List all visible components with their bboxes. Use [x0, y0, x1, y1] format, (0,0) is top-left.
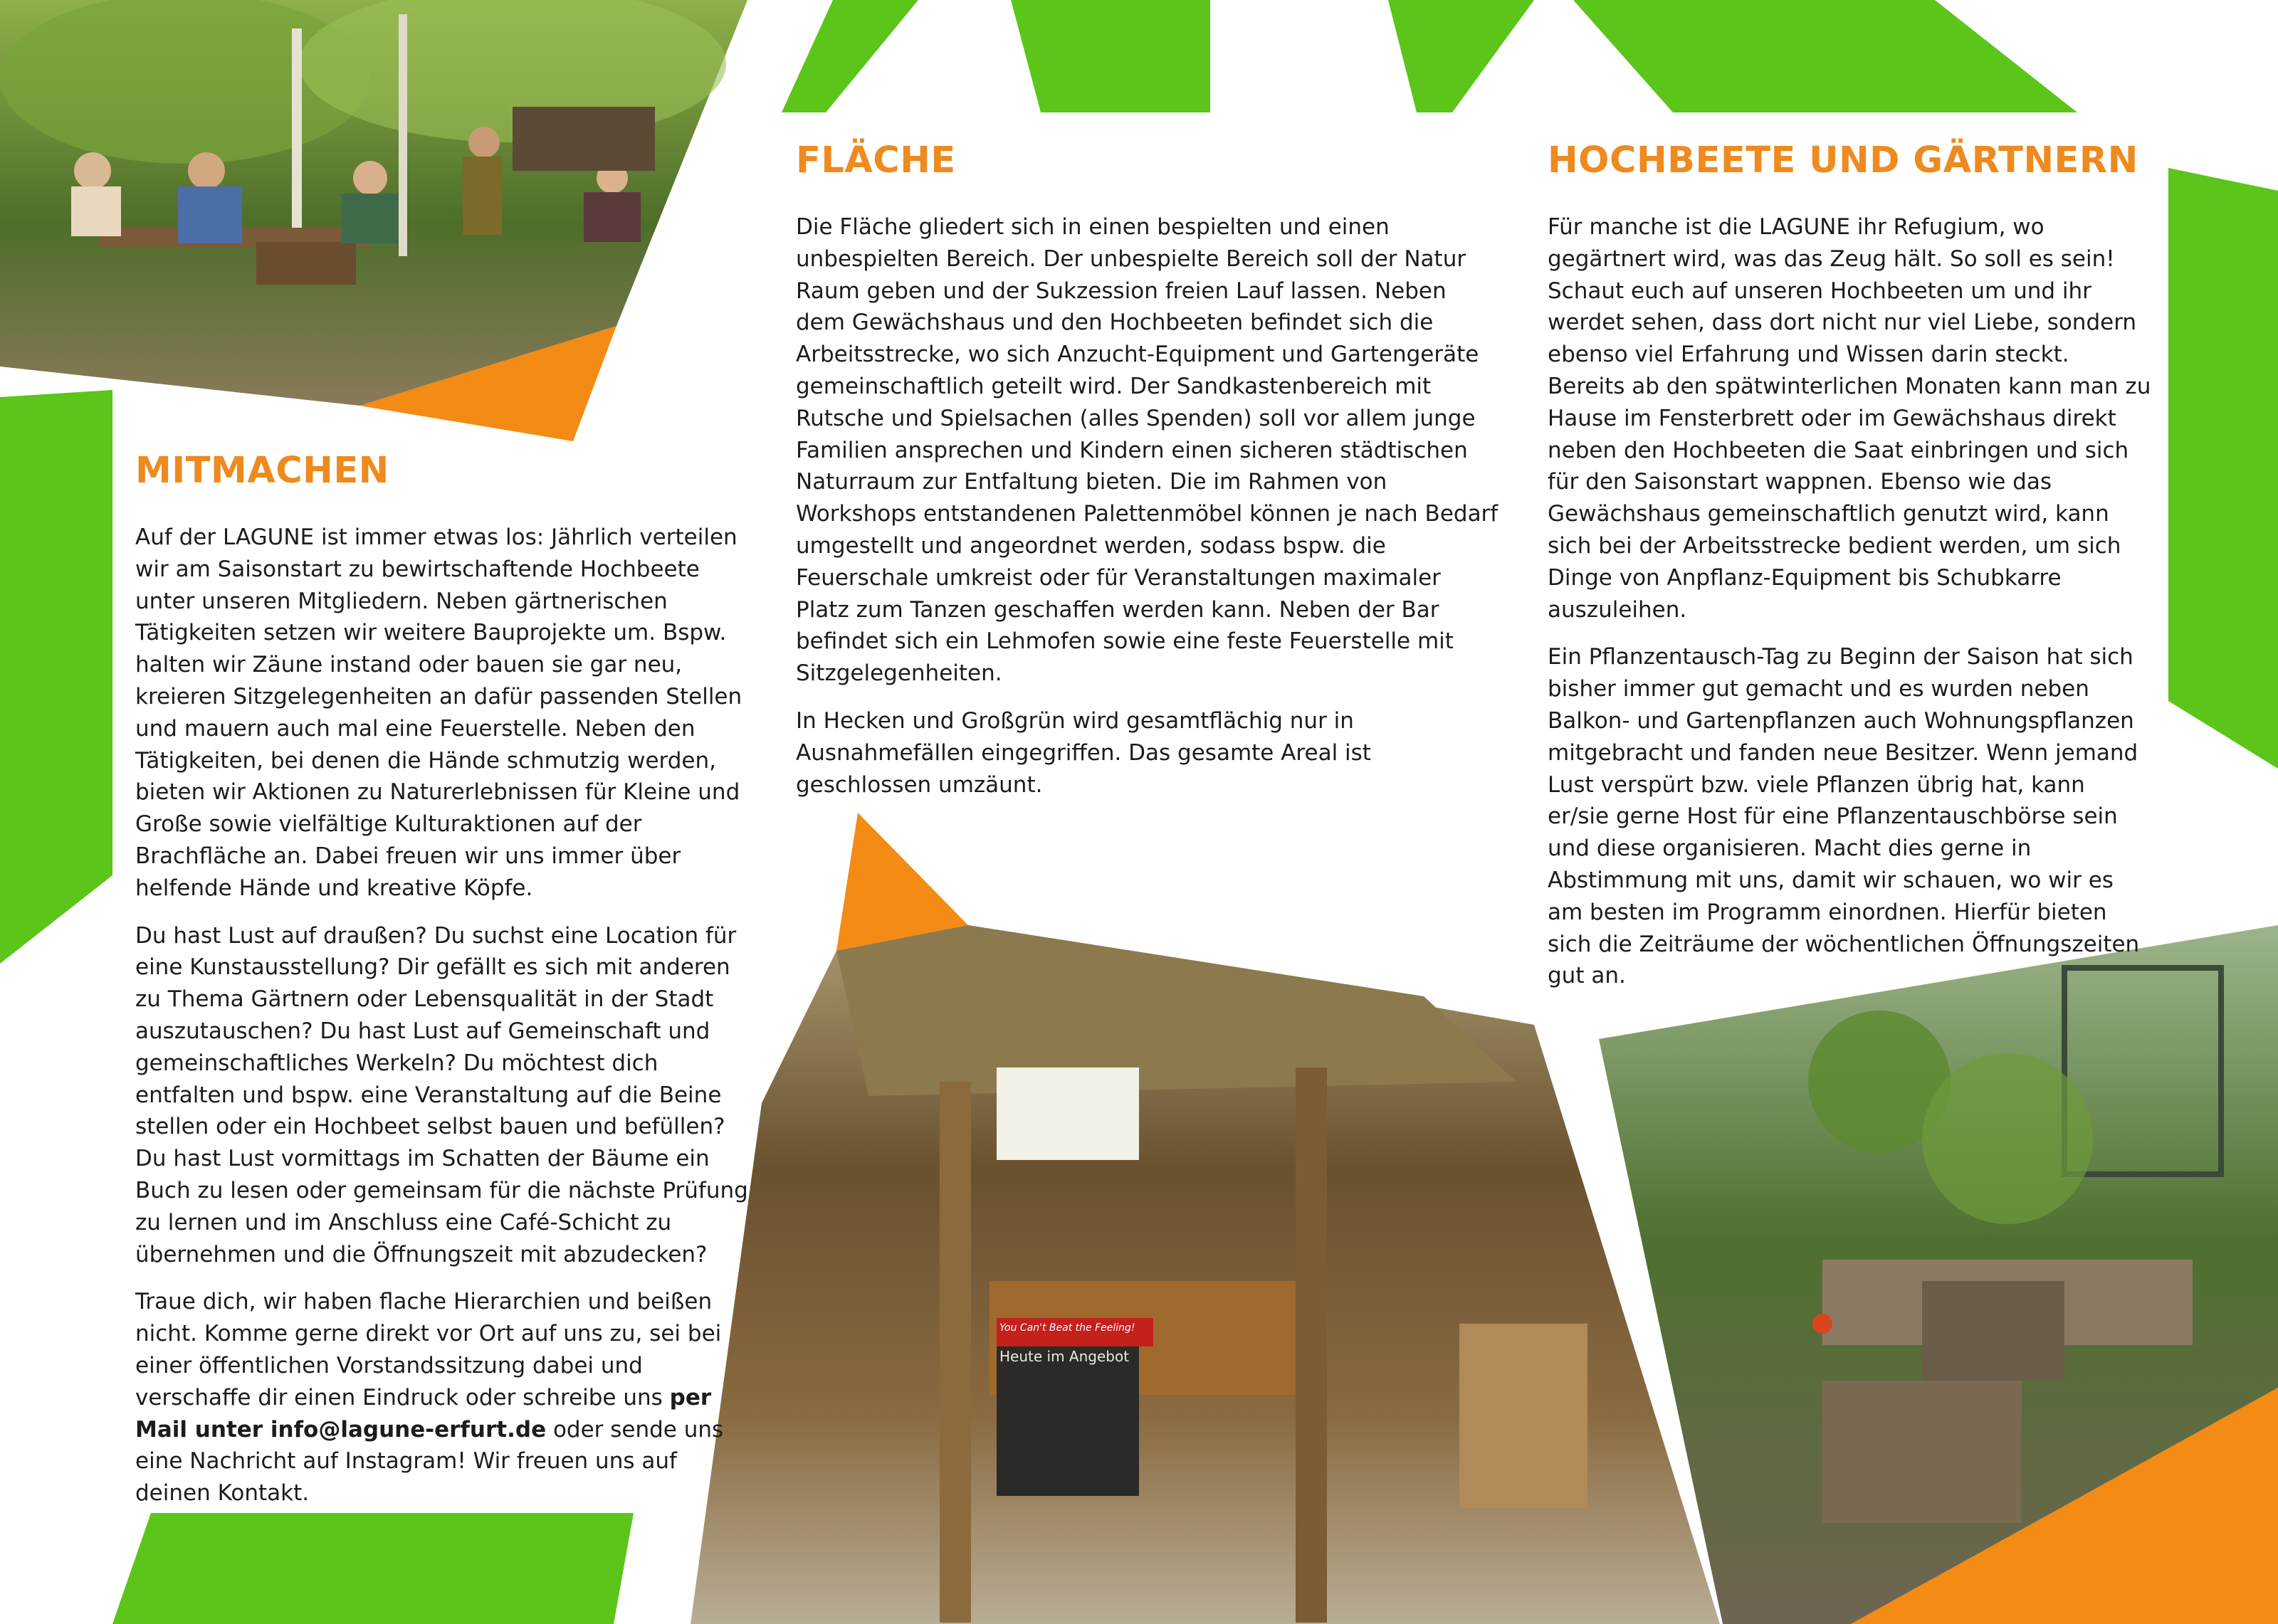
left-green-stripe [0, 390, 112, 964]
chalkboard-text: Heute im Angebot [999, 1348, 1130, 1365]
photo-group-sitting-in-garden [0, 0, 747, 406]
right-green-stripe [2168, 168, 2278, 769]
section-flaeche [796, 139, 1501, 816]
flaeche-paragraph-1: Die Fläche gliedert sich in einen bespielten und einen unbespielten Bereich. Der unbespielte Bereich soll der Natur Raum geben und der Sukzession freien Lauf lassen. Neben dem Gewächshaus und den Hochbeeten befindet sich die Arbeitsstrecke, wo sich Anzucht-Equipment und Gartengeräte gemeinschaftlich geteilt wird. Der Sandkastenbereich mit Rutsche und Spielsachen (alles Spenden) soll vor allem junge Familien ansprechen und Kindern einen sicheren städtischen Naturraum zur Entfaltung bieten. Die im Rahmen von Workshops entstandenen Palettenmöbel können je nach Bedarf umgestellt und angeordnet werden, sodass bspw. die Feuerschale umkreist oder für Veranstaltungen maximaler Platz zum Tanzen geschaffen werden kann. Neben der Bar befindet sich ein Lehmofen sowie eine feste Feuerstelle mit Sitzgelegenheiten. [796, 214, 1498, 687]
photo-wooden-bar-hut [691, 925, 1720, 1624]
hochbeete-paragraph-1: Für manche ist die LAGUNE ihr Refugium, wo gegärtnert wird, was das Zeug hält. So soll es sein! Schaut euch auf unseren Hochbeeten um und ihr werdet sehen, dass dort nicht nur viel Liebe, sondern ebenso viel Erfahrung und Wissen darin steckt. Bereits ab den spätwinterlichen Monaten kann man zu Hause im Fensterbrett oder im Gewächshaus direkt neben den Hochbeeten die Saat einbringen und sich für den Saisonstart wappnen. Ebenso wie das Gewächshaus gemeinschaftlich genutzt wird, kann sich bei der Arbeitsstrecke bedient werden, um sich Dinge von Anpflanz-Equipment bis Schubkarre auszuleihen. [1548, 214, 2151, 623]
bottom-left-green-stripe [112, 1513, 634, 1624]
mitmachen-paragraph-1: Auf der LAGUNE ist immer etwas los: Jährlich verteilen wir am Saisonstart zu bewirtschaftende Hochbeete unter unseren Mitgliedern. Neben gärtnerischen Tätigkeiten setzen wir weitere Bauprojekte um. Bspw. halten wir Zäune instand oder bauen sie gar neu, kreieren Sitzgelegenheiten an dafür passenden Stellen und mauern auch mal eine Feuerstelle. Neben den Tätigkeiten, bei denen die Hände schmutzig werden, bieten wir Aktionen zu Naturerlebnissen für Kleine und Große sowie vielfältige Kulturaktionen auf der Brachfläche an. Dabei freuen wir uns immer über helfende Hände und kreative Köpfe. [135, 524, 742, 901]
bar-sign-title: You Can't Beat the Feeling! [999, 1322, 1135, 1334]
bar-sign [999, 1322, 1152, 1365]
hochbeete-paragraph-2: Ein Pflanzentausch-Tag zu Beginn der Saison hat sich bisher immer gut gemacht und es wurden neben Balkon- und Gartenpflanzen auch Wohnungspflanzen mitgebracht und fanden neue Besitzer. Wenn jemand Lust verspürt bzw. viele Pflanzen übrig hat, kann er/sie gerne Host für eine Pflanzentauschbörse sein und diese organisieren. Macht dies gerne in Abstimmung mit uns, damit wir schauen, wo wir es am besten im Programm einordnen. Hierfür bieten sich die Zeiträume der wöchentlichen Öffnungszeiten gut an. [1548, 644, 2140, 989]
heading-hochbeete: HOCHBEETE UND GÄRTNERN [1548, 139, 2138, 181]
flaeche-paragraph-2: In Hecken und Großgrün wird gesamtflächig nur in Ausnahmefällen eingegriffen. Das gesamte Areal ist geschlossen umzäunt. [796, 707, 1371, 798]
mitmachen-paragraph-2: Du hast Lust auf draußen? Du suchst eine Location für eine Kunstausstellung? Dir gefällt es sich mit anderen zu Thema Gärtnern oder Lebensqualität in der Stadt auszutauschen? Du hast Lust auf Gemeinschaft und gemeinschaftliches Werkeln? Du möchtest dich entfalten und bspw. eine Veranstaltung auf die Beine stellen oder ein Hochbeet selbst bauen und befüllen? Du hast Lust vormittags im Schatten der Bäume ein Buch zu lesen oder gemeinsam für die nächste Prüfung zu lernen und im Anschluss eine Café-Schicht zu übernehmen und die Öffnungszeit mit abzudecken? [135, 922, 748, 1267]
email-link[interactable]: per Mail unter info@lagune-erfurt.de [135, 1384, 712, 1443]
mitmachen-p3-text-a: Traue dich, wir haben flache Hierarchien und beißen nicht. Komme gerne direkt vor Ort auf uns zu, sei bei einer öffentlichen Vorstandssitzung dabei und verschaffe dir einen Eindruck oder schreibe uns [135, 1289, 722, 1411]
mitmachen-paragraph-3 [135, 1286, 755, 1509]
heading-flaeche: FLÄCHE [796, 139, 956, 181]
mitmachen-p3-text-c: oder sende uns eine Nachricht auf Instagram! Wir freuen uns auf deinen Kontakt. [135, 1416, 724, 1507]
heading-mitmachen: MITMACHEN [135, 450, 389, 492]
top-green-stripes [782, 0, 2077, 112]
section-hochbeete [1548, 139, 2153, 1008]
section-mitmachen [135, 450, 755, 1525]
